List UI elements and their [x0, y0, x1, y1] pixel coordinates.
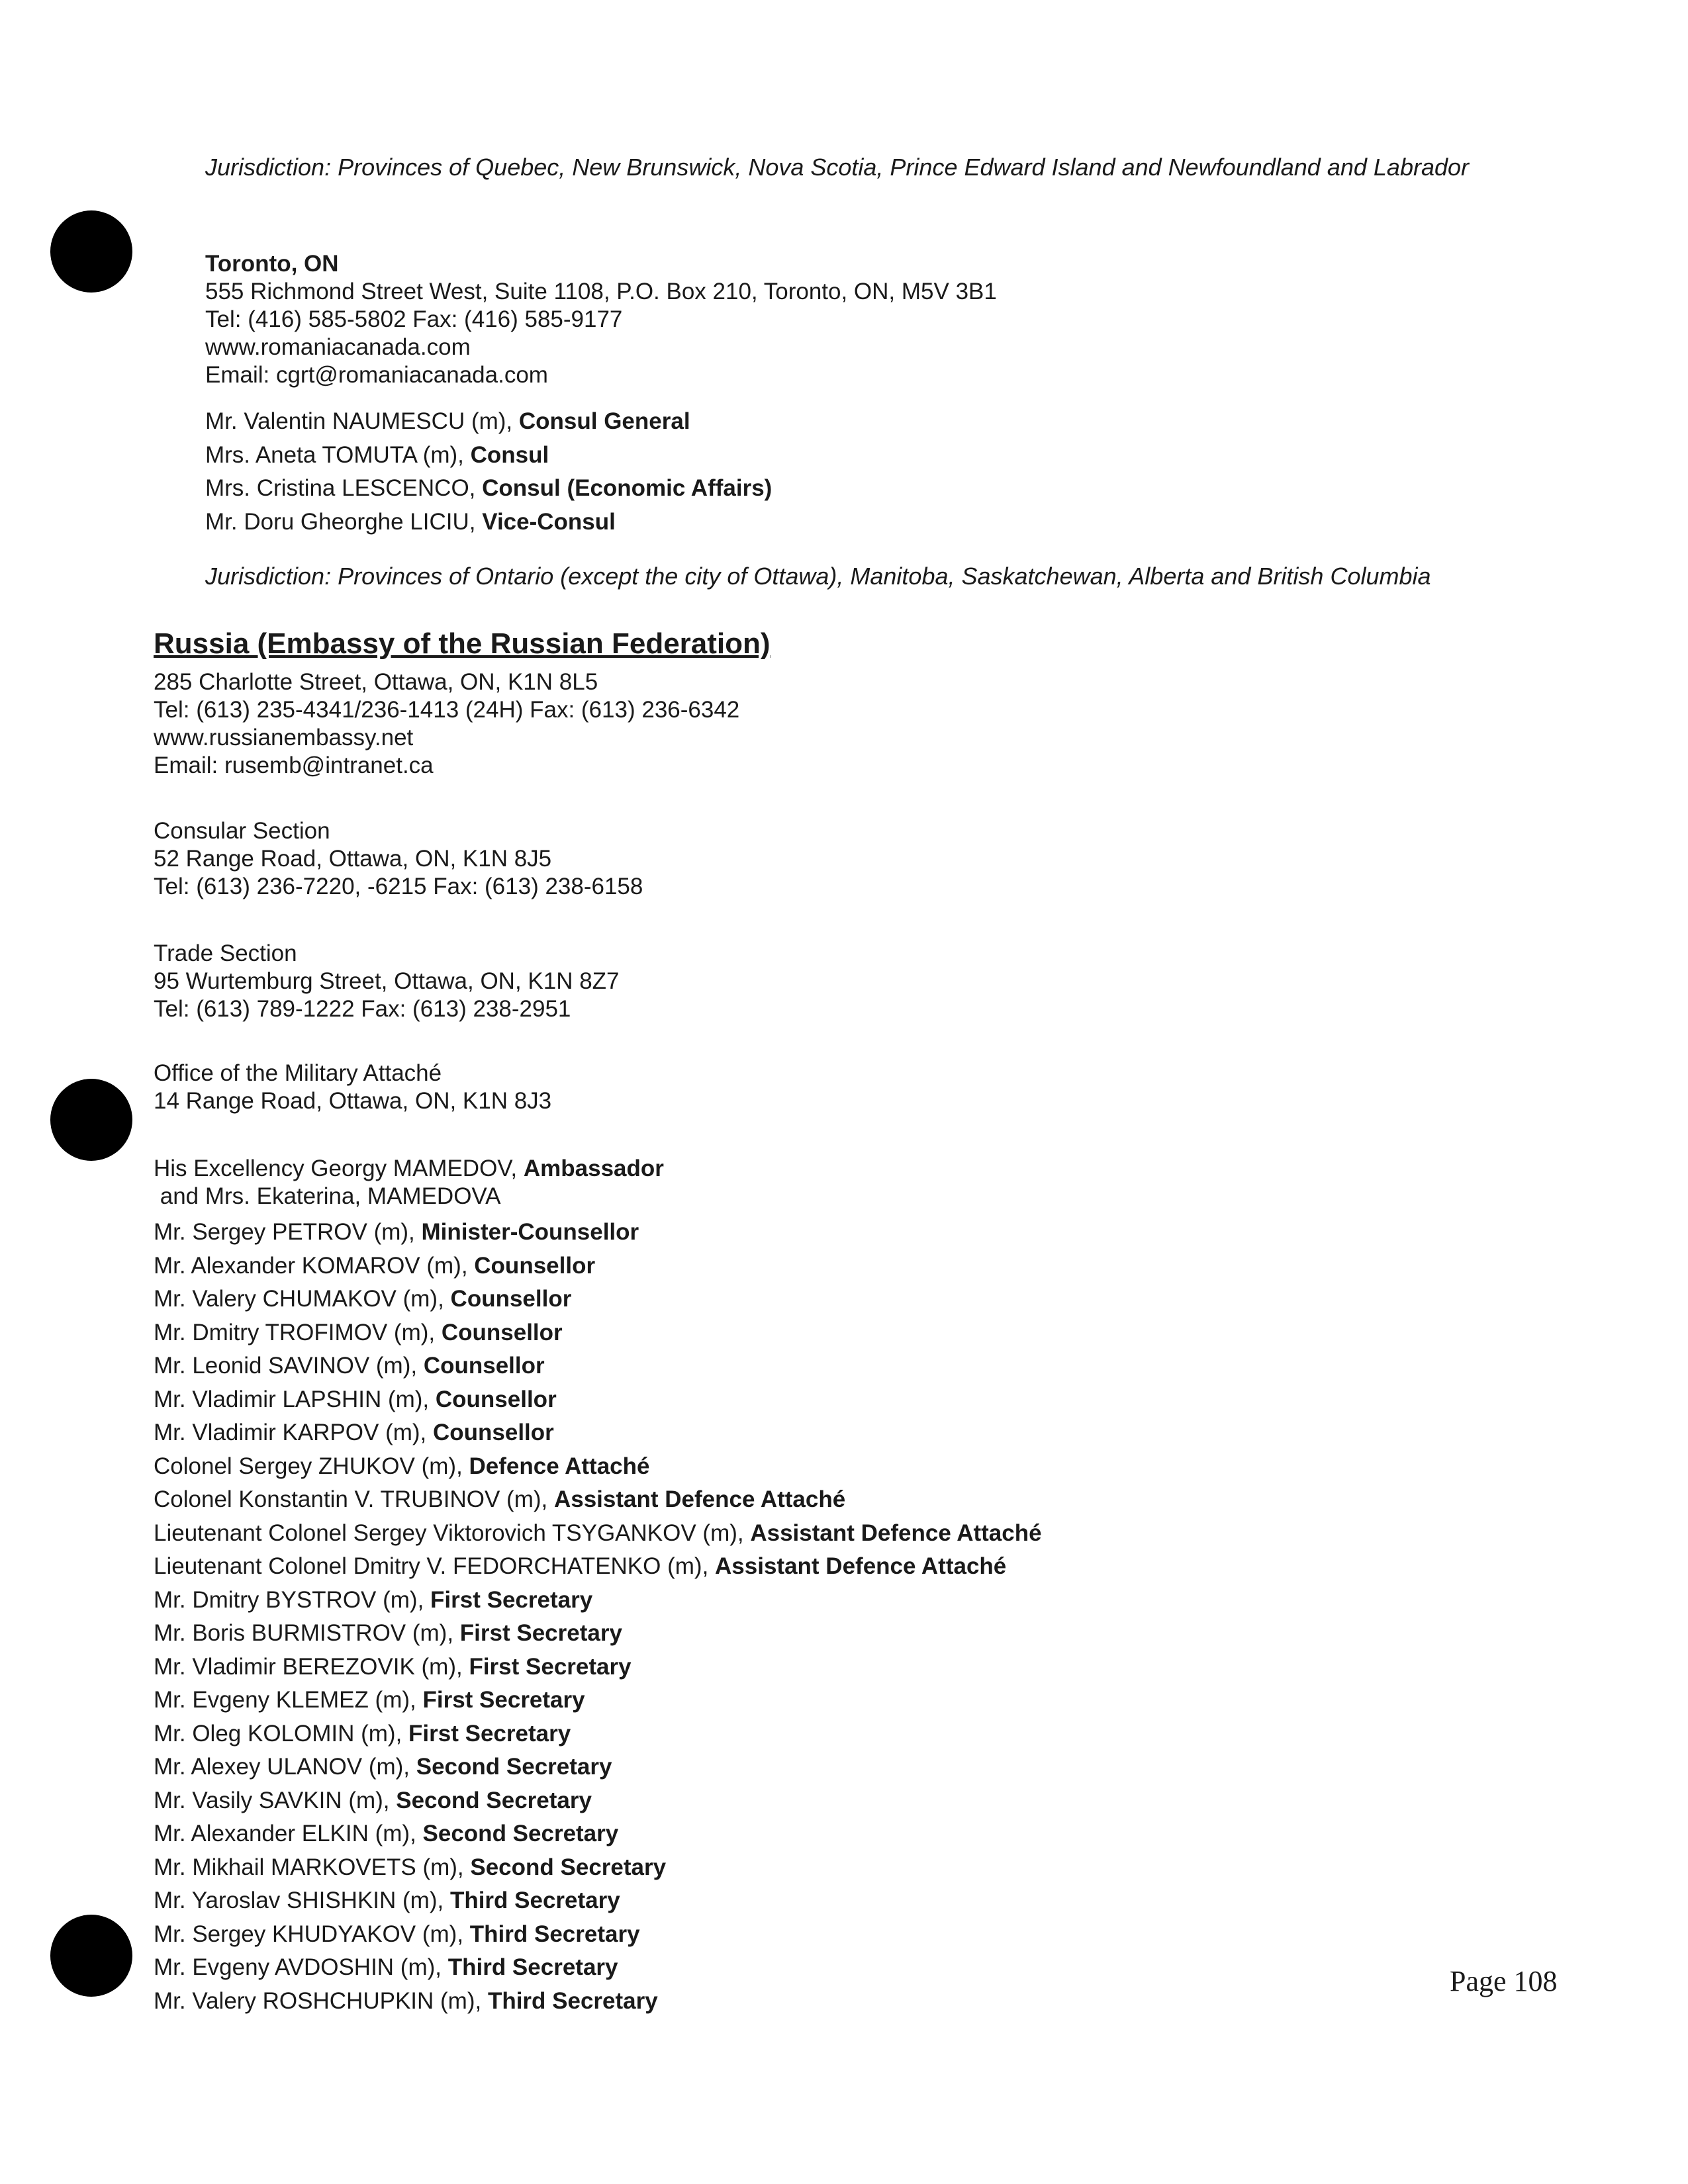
staff-entry: Lieutenant Colonel Sergey Viktorovich TSYGANKOV (m), Assistant Defence Attaché: [154, 1520, 1042, 1546]
staff-entry: Lieutenant Colonel Dmitry V. FEDORCHATENKO (m), Assistant Defence Attaché: [154, 1553, 1007, 1579]
russia-email: Email: rusemb@intranet.ca: [154, 752, 434, 778]
staff-entry: Mr. Doru Gheorghe LICIU, Vice-Consul: [205, 508, 616, 535]
staff-entry: Mr. Alexander ELKIN (m), Second Secretary: [154, 1821, 619, 1846]
consular-address: 52 Range Road, Ottawa, ON, K1N 8J5: [154, 846, 552, 872]
toronto-address: 555 Richmond Street West, Suite 1108, P.O. Box 210, Toronto, ON, M5V 3B1: [205, 279, 997, 304]
toronto-city: Toronto, ON: [205, 251, 339, 277]
staff-entry: Mr. Vladimir BEREZOVIK (m), First Secretary: [154, 1653, 632, 1680]
staff-entry: Mr. Vladimir KARPOV (m), Counsellor: [154, 1420, 554, 1445]
russia-ambassador: [154, 1155, 664, 1210]
toronto-consulate: [205, 250, 997, 389]
ambassador-entry: His Excellency Georgy MAMEDOV, Ambassador: [154, 1156, 664, 1181]
staff-entry: Mr. Vladimir LAPSHIN (m), Counsellor: [154, 1386, 557, 1412]
staff-entry: Mr. Sergey PETROV (m), Minister-Counsellor: [154, 1219, 639, 1245]
military-label: Office of the Military Attaché: [154, 1060, 442, 1086]
russia-address: 285 Charlotte Street, Ottawa, ON, K1N 8L5: [154, 669, 598, 695]
staff-entry: Mr. Dmitry TROFIMOV (m), Counsellor: [154, 1319, 563, 1345]
staff-entry: Mr. Leonid SAVINOV (m), Counsellor: [154, 1353, 545, 1379]
staff-entry: Mr. Evgeny KLEMEZ (m), First Secretary: [154, 1687, 585, 1713]
russia-website: www.russianembassy.net: [154, 725, 414, 751]
staff-entry: Mrs. Aneta TOMUTA (m), Consul: [205, 441, 549, 468]
jurisdiction-montreal: Jurisdiction: Provinces of Quebec, New Brunswick, Nova Scotia, Prince Edward Island and Newfoundland and Labrador: [205, 154, 1470, 181]
toronto-staff-list: [205, 405, 772, 539]
staff-entry: Mr. Vasily SAVKIN (m), Second Secretary: [154, 1787, 592, 1813]
staff-entry: Colonel Konstantin V. TRUBINOV (m), Assistant Defence Attaché: [154, 1486, 846, 1512]
toronto-email: Email: cgrt@romaniacanada.com: [205, 362, 548, 388]
staff-entry: Mr. Boris BURMISTROV (m), First Secretary: [154, 1620, 622, 1646]
staff-entry: Mr. Yaroslav SHISHKIN (m), Third Secretary: [154, 1888, 620, 1913]
ambassador-spouse: and Mrs. Ekaterina, MAMEDOVA: [154, 1183, 501, 1209]
staff-entry: Mrs. Cristina LESCENCO, Consul (Economic Affairs): [205, 475, 773, 501]
staff-entry: Mr. Sergey KHUDYAKOV (m), Third Secretary: [154, 1921, 640, 1947]
consular-label: Consular Section: [154, 818, 330, 844]
toronto-phone: Tel: (416) 585-5802 Fax: (416) 585-9177: [205, 306, 623, 332]
russia-embassy-info: [154, 668, 739, 780]
binder-hole-middle: [50, 1079, 132, 1161]
staff-entry: Mr. Dmitry BYSTROV (m), First Secretary: [154, 1586, 593, 1613]
consular-phone: Tel: (613) 236-7220, -6215 Fax: (613) 238-6158: [154, 874, 643, 899]
staff-entry: Mr. Mikhail MARKOVETS (m), Second Secretary: [154, 1854, 667, 1880]
page-number: Page 108: [1450, 1965, 1558, 1997]
staff-entry: Colonel Sergey ZHUKOV (m), Defence Attaché: [154, 1453, 650, 1479]
trade-address: 95 Wurtemburg Street, Ottawa, ON, K1N 8Z7: [154, 968, 620, 994]
staff-entry: Mr. Valentin NAUMESCU (m), Consul General: [205, 408, 690, 434]
binder-hole-top: [50, 210, 132, 293]
trade-phone: Tel: (613) 789-1222 Fax: (613) 238-2951: [154, 996, 571, 1022]
staff-entry: Mr. Alexey ULANOV (m), Second Secretary: [154, 1754, 612, 1780]
toronto-website: www.romaniacanada.com: [205, 334, 471, 360]
russia-military-office: [154, 1060, 551, 1115]
jurisdiction-toronto: Jurisdiction: Provinces of Ontario (except the city of Ottawa), Manitoba, Saskatchewan, Alberta and British Columbia: [205, 563, 1431, 590]
military-address: 14 Range Road, Ottawa, ON, K1N 8J3: [154, 1088, 552, 1114]
section-heading-russia: Russia (Embassy of the Russian Federation): [154, 627, 771, 660]
staff-entry: Mr. Evgeny AVDOSHIN (m), Third Secretary: [154, 1954, 618, 1980]
russia-consular-section: [154, 817, 643, 901]
russia-staff-list: [154, 1216, 1042, 2018]
staff-entry: Mr. Alexander KOMAROV (m), Counsellor: [154, 1252, 596, 1279]
russia-phone: Tel: (613) 235-4341/236-1413 (24H) Fax: (613) 236-6342: [154, 697, 740, 723]
staff-entry: Mr. Valery ROSHCHUPKIN (m), Third Secretary: [154, 1987, 658, 2014]
staff-entry: Mr. Oleg KOLOMIN (m), First Secretary: [154, 1720, 571, 1747]
trade-label: Trade Section: [154, 940, 297, 966]
staff-entry: Mr. Valery CHUMAKOV (m), Counsellor: [154, 1286, 572, 1312]
russia-trade-section: [154, 940, 620, 1023]
binder-hole-bottom: [50, 1915, 132, 1997]
